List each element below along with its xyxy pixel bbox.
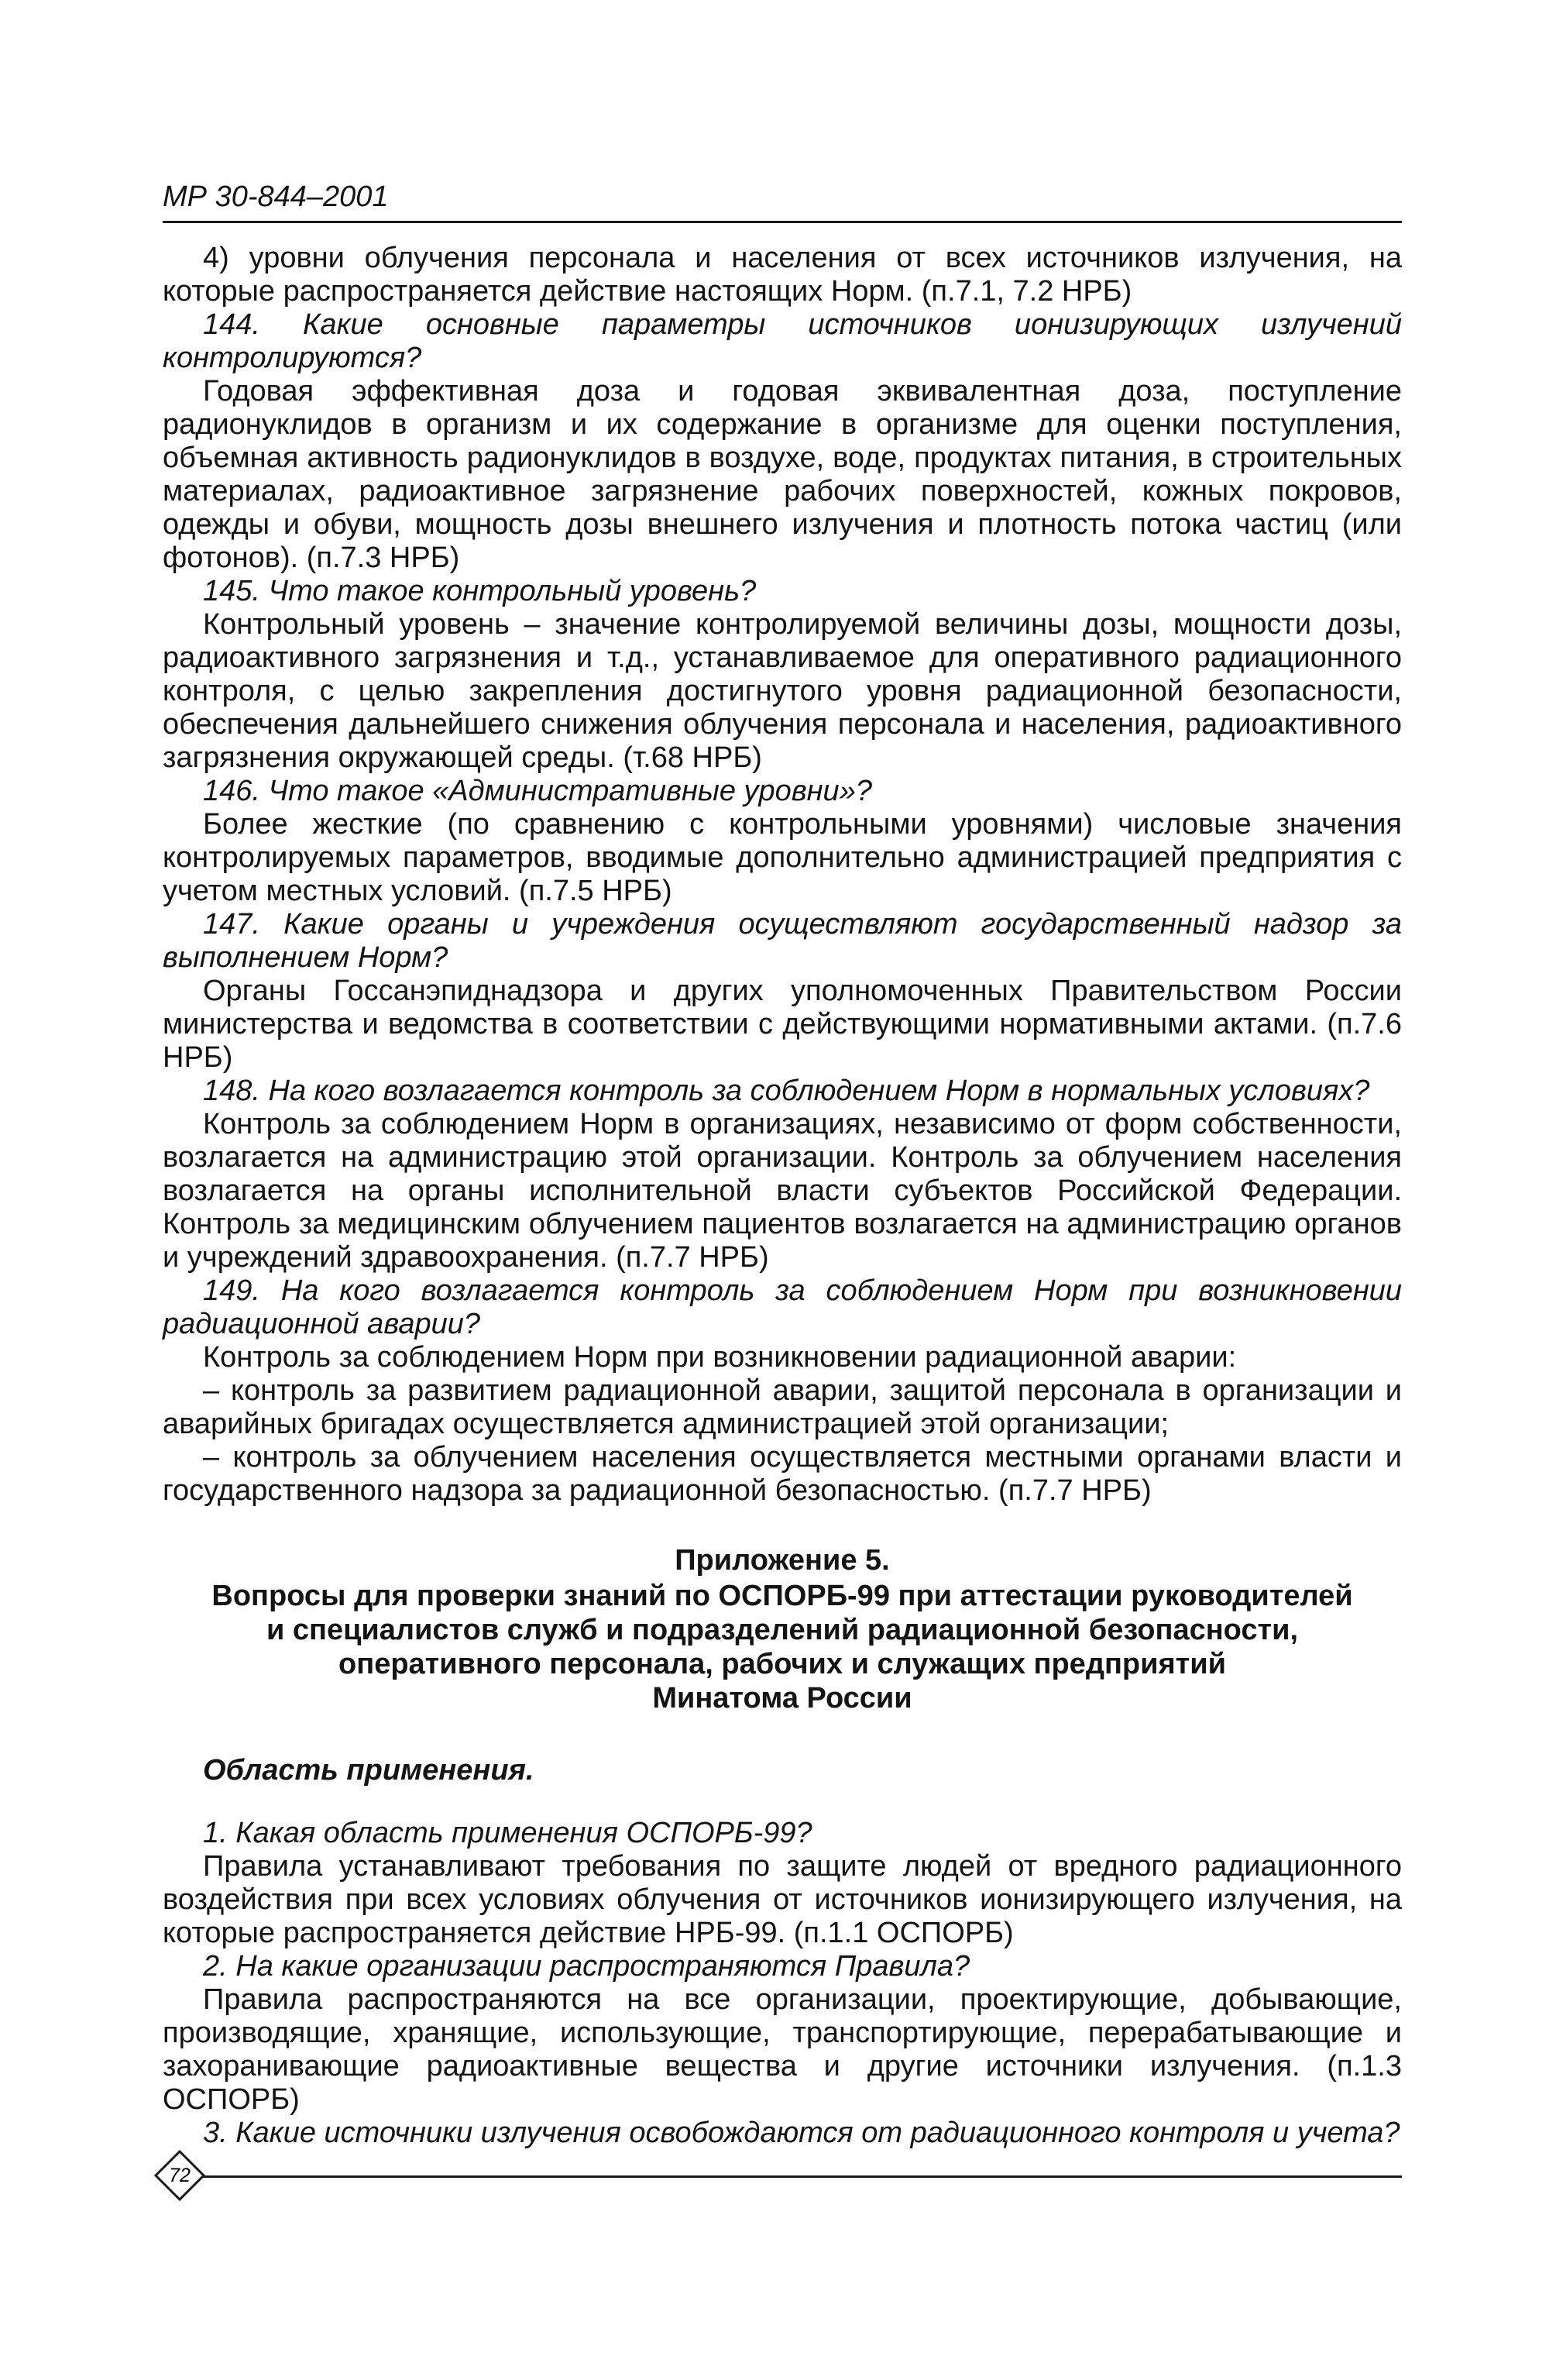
answer-1: Правила устанавливают требования по защите людей от вредного радиационного воздействия при всех условиях облучения от источников ионизирующего излучения, на которые распространяется действие НРБ-99. (п.1.1 ОСПОРБ) [163, 1850, 1402, 1949]
appendix-heading [163, 1543, 1402, 1715]
appendix-subtitle-line-3: оперативного персонала, рабочих и служащих предприятий [338, 1648, 1226, 1680]
answer-145: Контрольный уровень – значение контролируемой величины дозы, мощности дозы, радиоактивного загрязнения и т.д., устанавливаемое для оперативного радиационного контроля, с целью закрепления достигнутого уровня радиационной безопасности, обеспечения дальнейшего снижения облучения персонала и населения, радиоактивного загрязнения окружающей среды. (т.68 НРБ) [163, 608, 1402, 774]
answer-2: Правила распространяются на все организации, проектирующие, добывающие, производящие, хранящие, использующие, транспортирующие, перерабатывающие и захоранивающие радиоактивные вещества и другие источники излучения. (п.1.3 ОСПОРБ) [163, 1983, 1402, 2116]
question-147: 147. Какие органы и учреждения осуществляют государственный надзор за выполнением Норм? [163, 908, 1402, 974]
paragraph-item-4: 4) уровни облучения персонала и населения от всех источников излучения, на которые распространяется действие настоящих Норм. (п.7.1, 7.2 НРБ) [163, 242, 1402, 308]
appendix-subtitle-line-1: Вопросы для проверки знаний по ОСПОРБ-99 при аттестации руководителей [211, 1580, 1353, 1612]
header-rule [163, 221, 1402, 223]
question-1: 1. Какая область применения ОСПОРБ-99? [203, 1817, 812, 1849]
footer-rule [203, 2175, 1402, 2178]
answer-149-intro: Контроль за соблюдением Норм при возникновении радиационной аварии: [203, 1341, 1237, 1374]
scope-heading: Область применения. [203, 1754, 534, 1787]
answer-146: Более жесткие (по сравнению с контрольными уровнями) числовые значения контролируемых параметров, вводимые дополнительно администрацией предприятия с учетом местных условий. (п.7.5 НРБ) [163, 808, 1402, 907]
page-body [163, 242, 1402, 2150]
answer-148: Контроль за соблюдением Норм в организациях, независимо от форм собственности, возлагается на администрацию этой организации. Контроль за облучением населения возлагается на органы исполнительной власти субъектов Российской Федерации. Контроль за медицинским облучением пациентов возлагается на администрацию органов и учреждений здравоохранения. (п.7.7 НРБ) [163, 1108, 1402, 1274]
answer-149-item-1: – контроль за развитием радиационной аварии, защитой персонала в организации и аварийных бригадах осуществляется администрацией этой организации; [163, 1374, 1402, 1440]
question-146: 146. Что такое «Административные уровни»? [203, 775, 872, 807]
question-3: 3. Какие источники излучения освобождаются от радиационного контроля и учета? [203, 2117, 1400, 2149]
question-2: 2. На какие организации распространяются Правила? [203, 1950, 970, 1983]
appendix-subtitle-line-2: и специалистов служб и подразделений радиационной безопасности, [266, 1614, 1299, 1646]
question-145: 145. Что такое контрольный уровень? [203, 575, 757, 607]
appendix-subtitle-line-4: Минатома России [652, 1682, 912, 1714]
appendix-title: Приложение 5. [675, 1544, 890, 1577]
question-149: 149. На кого возлагается контроль за соблюдением Норм при возникновении радиационной аварии? [163, 1274, 1402, 1340]
answer-149-item-2: – контроль за облучением населения осуществляется местными органами власти и государственного надзора за радиационной безопасностью. (п.7.7 НРБ) [163, 1441, 1402, 1507]
question-144: 144. Какие основные параметры источников ионизирующих излучений контролируются? [163, 308, 1402, 374]
answer-147: Органы Госсанэпиднадзора и других уполномоченных Правительством России министерства и ведомства в соответствии с действующими нормативными актами. (п.7.6 НРБ) [163, 975, 1402, 1074]
document-code-header: МР 30-844–2001 [163, 181, 389, 213]
answer-144: Годовая эффективная доза и годовая эквивалентная доза, поступление радионуклидов в организм и их содержание в организме для оценки поступления, объемная активность радионуклидов в воздухе, воде, продуктах питания, в строительных материалах, радиоактивное загрязнение рабочих поверхностей, кожных покровов, одежды и обуви, мощность дозы внешнего излучения и плотность потока частиц (или фотонов). (п.7.3 НРБ) [163, 375, 1402, 574]
page-number: 72 [169, 2165, 191, 2186]
page-number-badge [153, 2148, 207, 2203]
question-148: 148. На кого возлагается контроль за соблюдением Норм в нормальных условиях? [203, 1075, 1370, 1107]
